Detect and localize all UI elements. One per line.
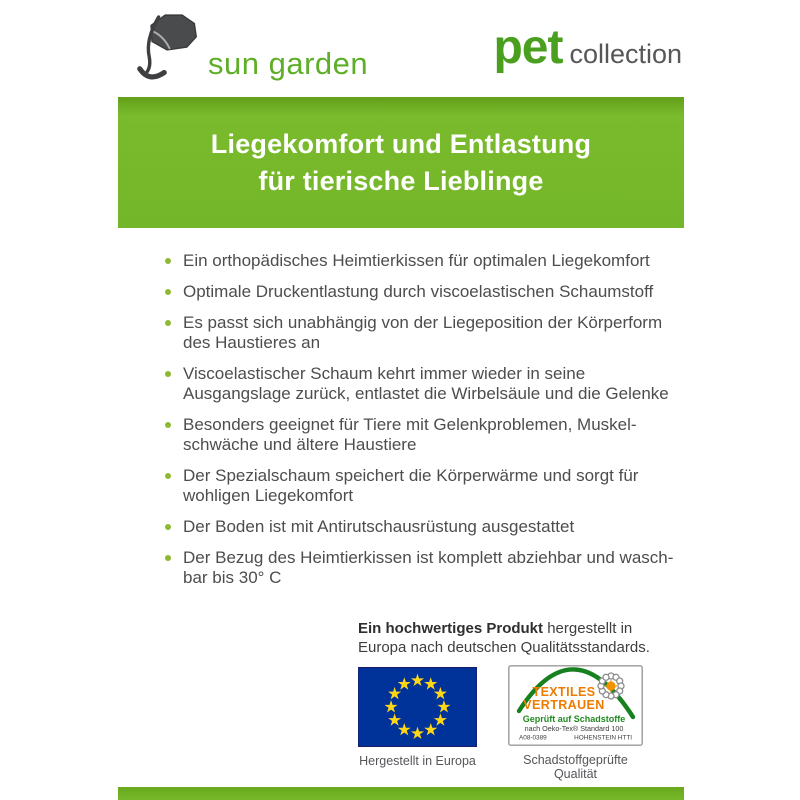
feature-item: Viscoelastischer Schaum kehrt immer wieder in seine Ausgangslage zurück, entlastet die Wirbelsäule und die Gelenke (165, 364, 675, 404)
feature-item: Besonders geeignet für Tiere mit Gelenkproblemen, Muskel- schwäche und ältere Haustiere (165, 415, 675, 455)
feature-item: Optimale Druckentlastung durch viscoelastischen Schaumstoff (165, 282, 675, 302)
headline-banner (118, 97, 684, 228)
collection-wordmark-collection: collection (569, 39, 682, 69)
feature-item: Es passt sich unabhängig von der Liegeposition der Körperform des Haustieres an (165, 313, 675, 353)
eu-badge-caption: Hergestellt in Europa (359, 754, 476, 768)
bullet-dot-icon (165, 289, 171, 295)
quality-statement (358, 620, 650, 657)
oeko-tex-badge (508, 665, 643, 781)
collection-wordmark-pet: pet (493, 21, 563, 74)
bullet-dot-icon (165, 258, 171, 264)
quality-statement-rest: hergestellt in (543, 620, 633, 637)
made-in-europe-badge (358, 667, 477, 768)
oeko-title-line1: TEXTILES (532, 685, 596, 699)
feature-item: Ein orthopädisches Heimtierkissen für optimalen Liegekomfort (165, 251, 675, 271)
oeko-tex-label-icon (508, 665, 643, 746)
oeko-institute: HOHENSTEIN HTTI (574, 734, 632, 742)
eu-flag-icon (358, 667, 477, 747)
oeko-badge-caption: Schadstoffgeprüfte Qualität (523, 753, 628, 781)
oeko-subtitle: Geprüft auf Schadstoffe (522, 714, 626, 724)
bullet-dot-icon (165, 371, 171, 377)
oeko-title-line2: VERTRAUEN (523, 698, 605, 712)
quality-statement-line2: Europa nach deutschen Qualitätsstandards. (358, 638, 650, 656)
bullet-dot-icon (165, 473, 171, 479)
bullet-dot-icon (165, 320, 171, 326)
bullet-dot-icon (165, 422, 171, 428)
bullet-dot-icon (165, 524, 171, 530)
pet-collection-logo (493, 21, 682, 74)
feature-item: Der Boden ist mit Antirutschausrüstung ausgestattet (165, 517, 675, 537)
bottom-green-bar (118, 787, 684, 800)
parasol-icon (136, 10, 200, 88)
feature-item: Der Bezug des Heimtierkissen ist komplett abziehbar und wasch- bar bis 30° C (165, 548, 675, 588)
bullet-dot-icon (165, 555, 171, 561)
sun-garden-logo (136, 10, 368, 88)
brand-wordmark: sun garden (208, 46, 369, 81)
feature-item: Der Spezialschaum speichert die Körperwärme und sorgt für wohligen Liegekomfort (165, 466, 675, 506)
headline-line-2: für tierische Lieblinge (258, 165, 544, 196)
quality-statement-bold: Ein hochwertiges Produkt (358, 620, 544, 637)
oeko-cert-number: A08-0389 (519, 734, 547, 742)
feature-list (165, 251, 675, 599)
oeko-standard: nach Oeko-Tex® Standard 100 (524, 724, 624, 733)
headline-line-1: Liegekomfort und Entlastung (210, 128, 592, 159)
